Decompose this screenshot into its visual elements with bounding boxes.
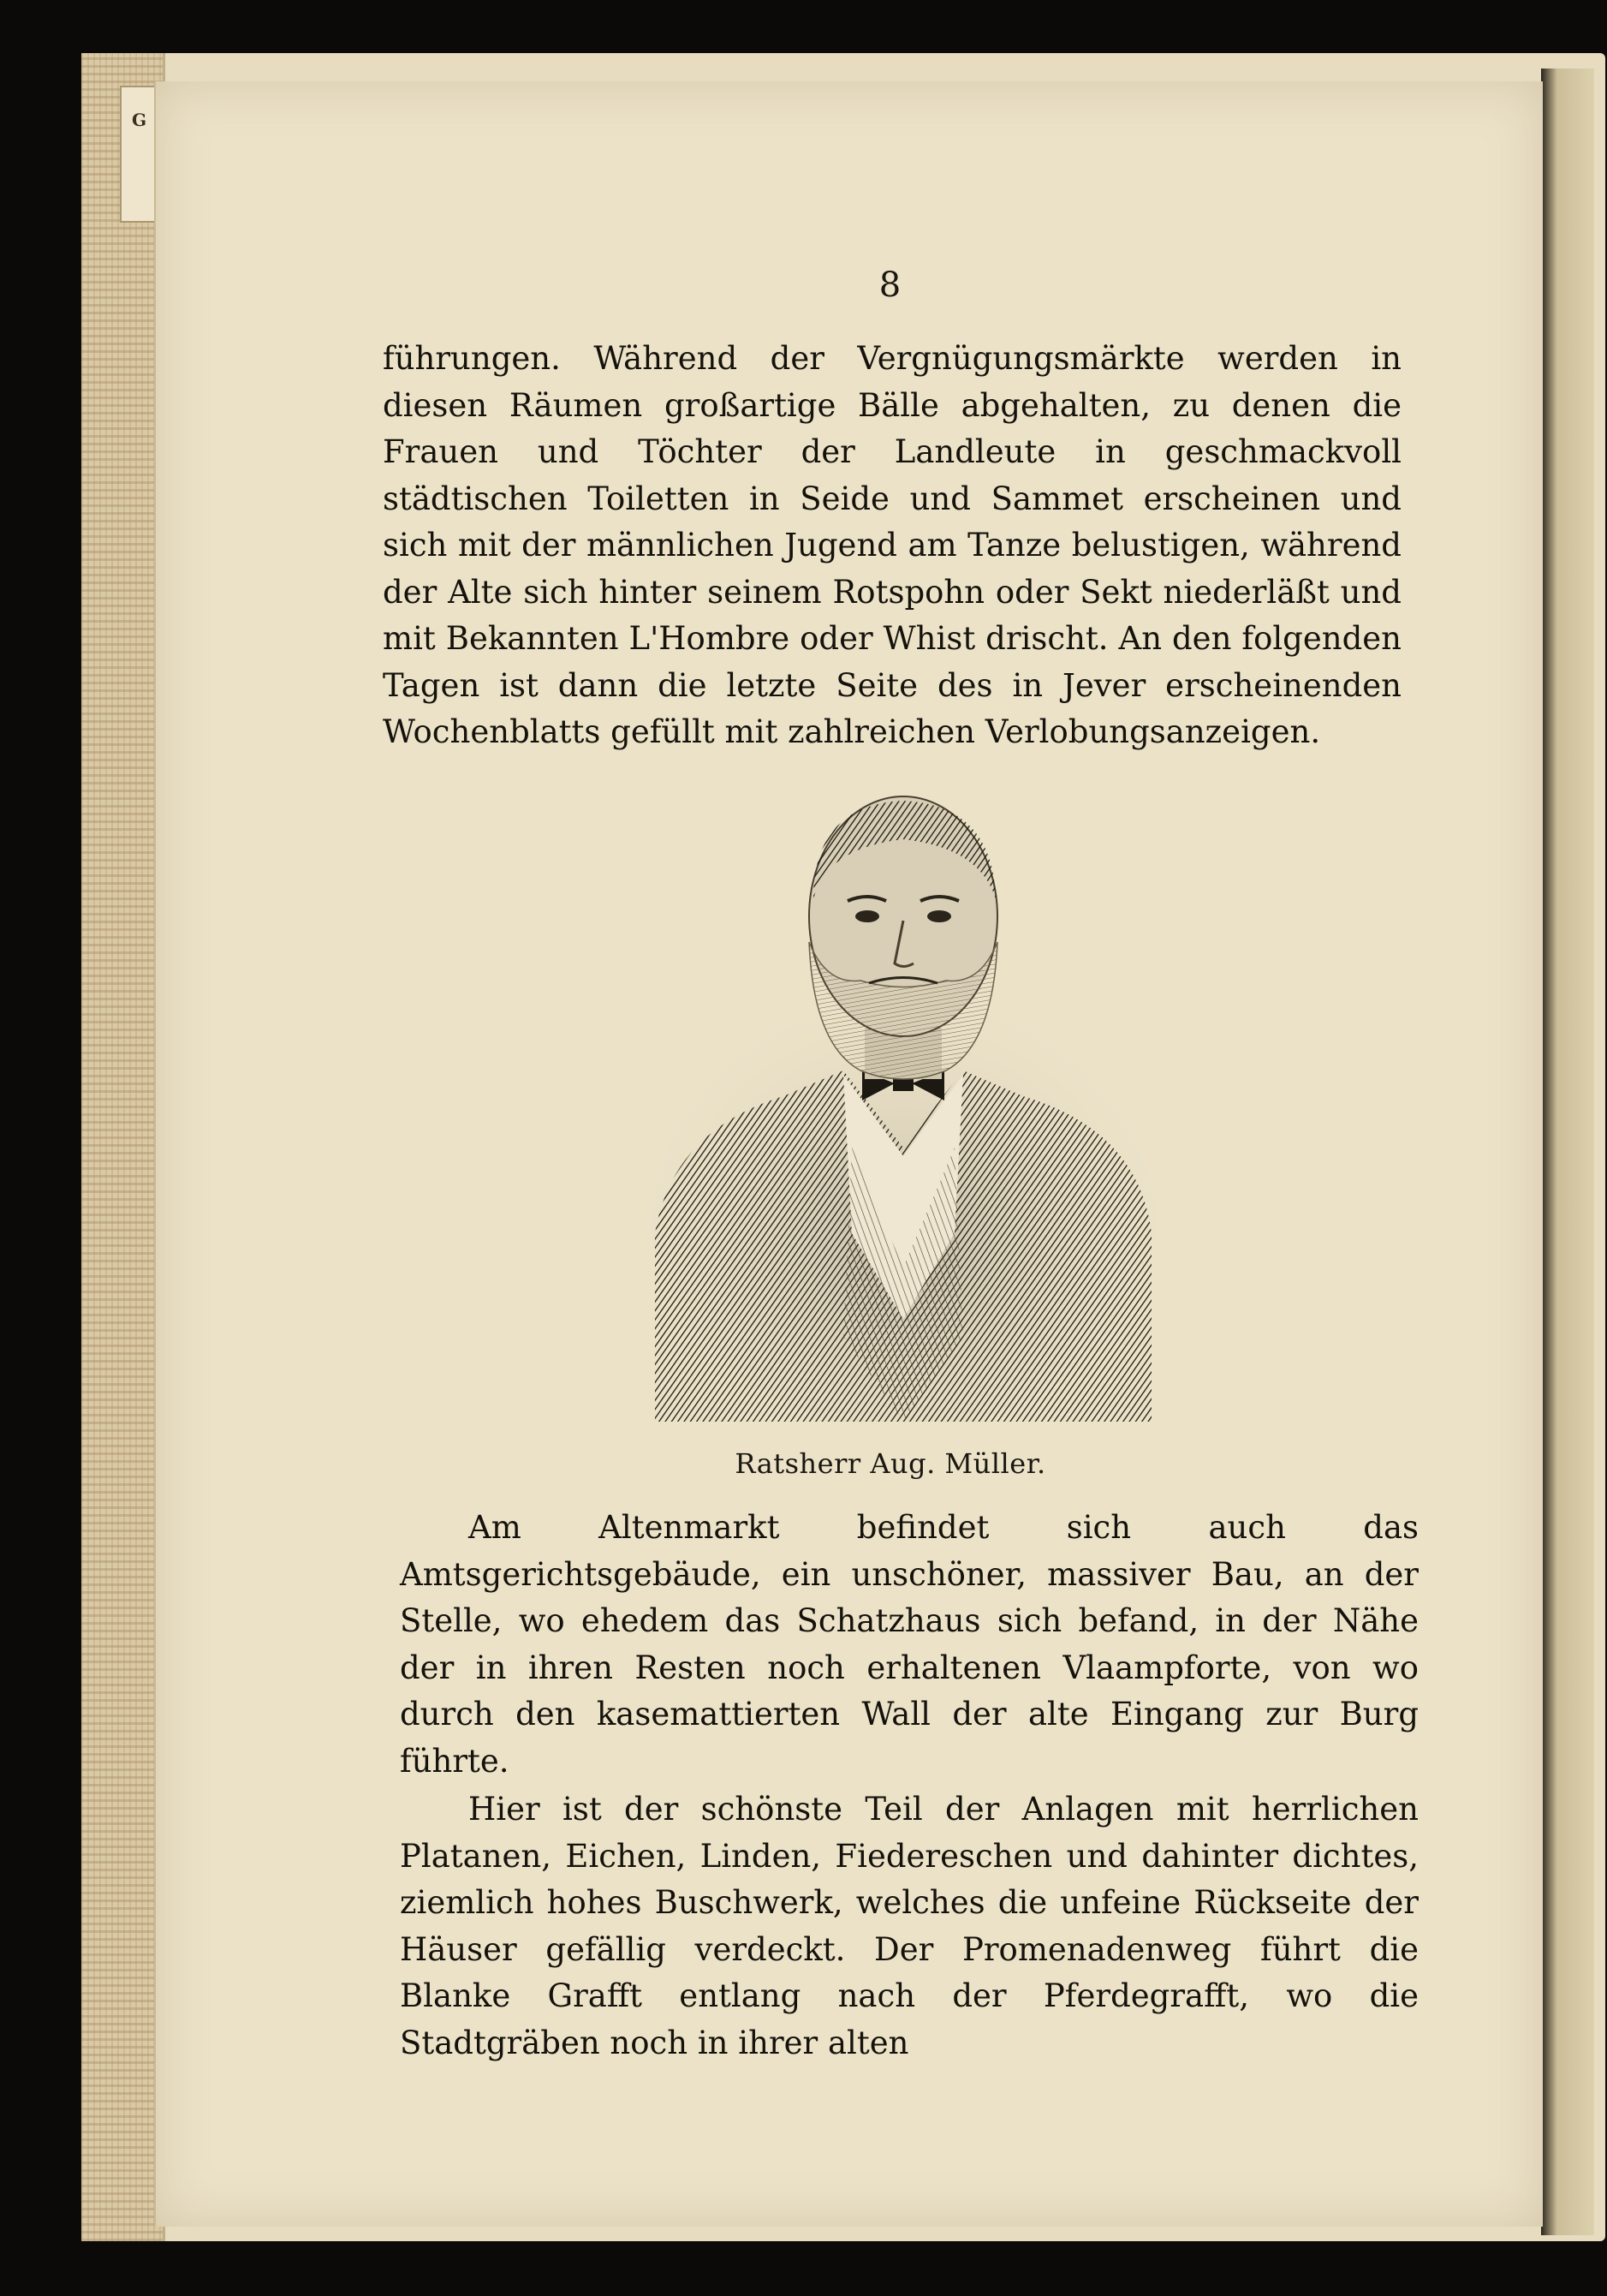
paragraph-3: Hier ist der schönste Teil der Anlagen mit herrlichen Platanen, Eichen, Linden, Fiedereschen und dahinter dichtes, ziemlich hohes Buschwerk, welches die unfeine Rückseite der Häuser gefällig verdeckt. Der Promenadenweg führt die Blanke Grafft entlang nach der Pferdegrafft, wo die Stadtgräben noch in ihrer alten xyxy=(400,1791,1419,2061)
text-block-bottom xyxy=(400,1505,1419,2066)
text-block-top xyxy=(383,336,1402,756)
cover-pattern-strip xyxy=(81,53,165,2241)
paragraph-1: führungen. Während der Vergnügungsmärkte werden in diesen Räumen großartige Bälle abgehalten, zu denen die Frauen und Töchter der Landleute in geschmackvoll städtischen Toiletten in Seide und Sammet erscheinen und sich mit der männlichen Jugend am Tanze belustigen, während der Alte sich hinter seinem Rotspohn oder Sekt niederläßt und mit Bekannten L'Hombre oder Whist drischt. An den folgenden Tagen ist dann die letzte Seite des in Jever erscheinenden Wochenblatts gefüllt mit zahlreichen Verlobungsanzeigen. xyxy=(383,340,1402,750)
next-page-edge xyxy=(1541,69,1594,2235)
figure-caption: Ratsherr Aug. Müller. xyxy=(735,1447,1046,1480)
cover-tab-letter: G xyxy=(132,110,147,130)
portrait-engraving xyxy=(638,788,1169,1422)
paragraph-2: Am Altenmarkt befindet sich auch das Amtsgerichtsgebäude, ein unschöner, massiver Bau, an der Stelle, wo ehedem das Schatzhaus sich befand, in der Nähe der in ihren Resten noch erhaltenen Vlaampforte, von wo durch den kasemattierten Wall der alte Eingang zur Burg führte. xyxy=(400,1509,1419,1780)
portrait-eye-left xyxy=(855,910,879,922)
portrait-eye-right xyxy=(927,910,951,922)
page-number: 8 xyxy=(878,265,902,305)
